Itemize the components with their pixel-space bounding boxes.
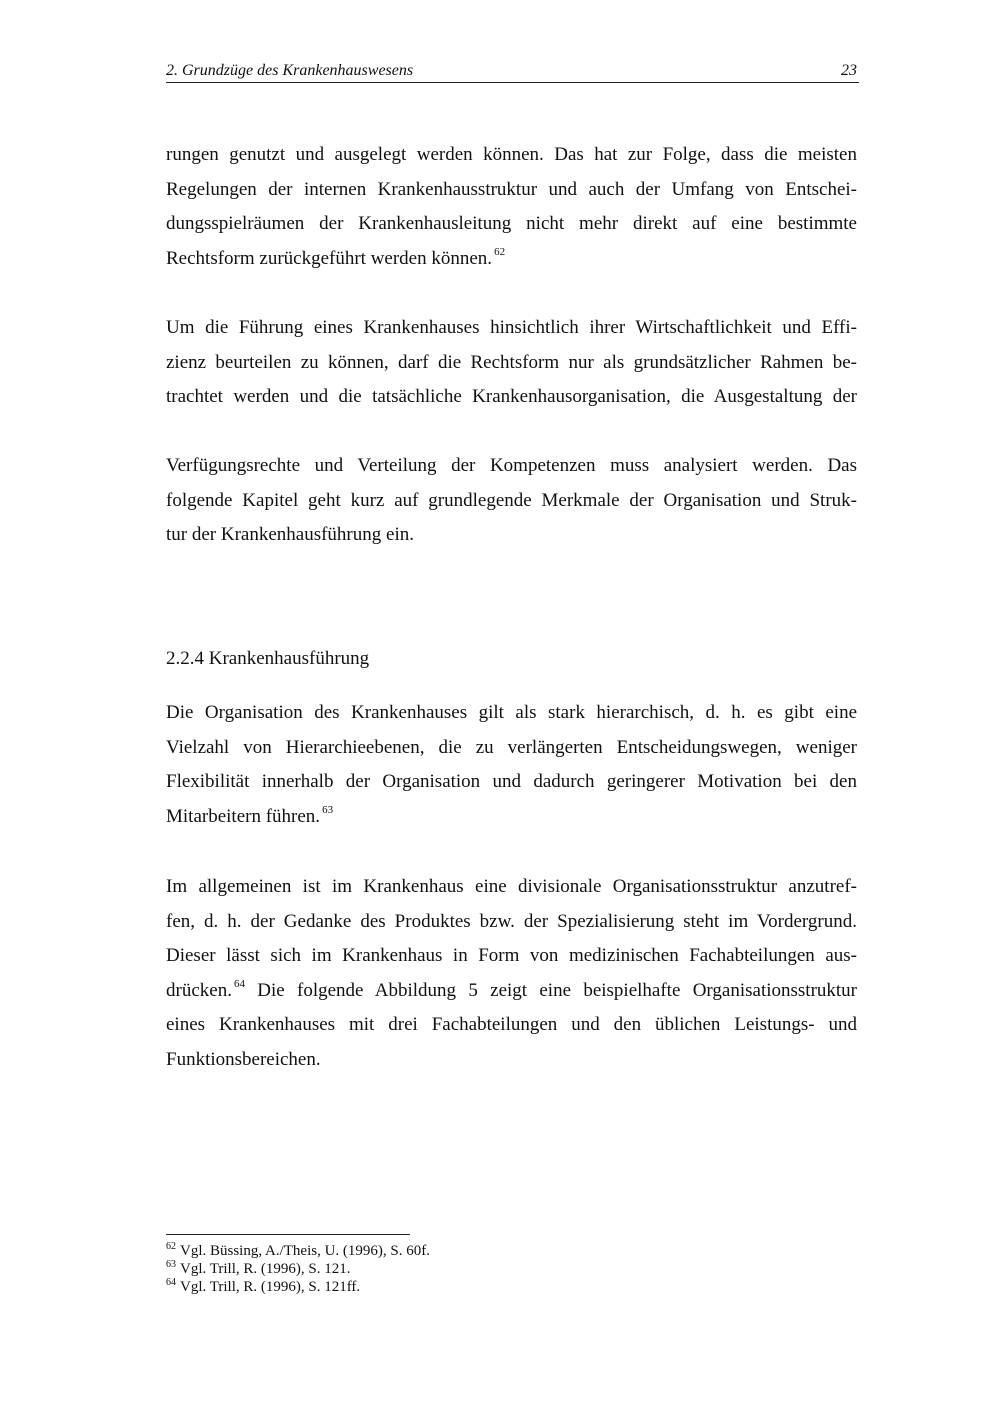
footnote-text: Vgl. Trill, R. (1996), S. 121.: [180, 1261, 351, 1277]
text-line: rungen genutzt und ausgelegt werden können. Das hat zur Folge, dass die meisten: [166, 144, 857, 165]
text-line: Funktionsbereichen.: [166, 1048, 321, 1070]
footnote-text: Vgl. Trill, R. (1996), S. 121ff.: [180, 1279, 361, 1295]
text-line: folgende Kapitel geht kurz auf grundlegende Merkmale der Organisation und Struk-: [166, 489, 857, 511]
page-number: 23: [841, 62, 857, 79]
section-heading: 2.2.4 Krankenhausführung: [166, 648, 370, 669]
text-line: Um die Führung eines Krankenhauses hinsichtlich ihrer Wirtschaftlichkeit und Effi-: [166, 317, 857, 338]
text-line: zienz beurteilen zu können, darf die Rechtsform nur als grundsätzlicher Rahmen be-: [166, 351, 857, 373]
footnote: [166, 1242, 430, 1260]
paragraph-3: [166, 449, 857, 553]
footnote: [166, 1278, 430, 1296]
text-line: tur der Krankenhausführung ein.: [166, 524, 414, 545]
footnote-ref: 62: [494, 245, 506, 258]
text-line: Regelungen der internen Krankenhausstruktur und auch der Umfang von Entschei-: [166, 178, 857, 200]
text-line: eines Krankenhauses mit drei Fachabteilungen und den üblichen Leistungs- und: [166, 1014, 857, 1035]
footnote-number: 64: [166, 1277, 176, 1288]
footnote-number: 62: [166, 1241, 176, 1252]
running-header: [166, 62, 859, 83]
chapter-title: 2. Grundzüge des Krankenhauswesens: [166, 62, 414, 79]
footnote-divider: [166, 1234, 410, 1235]
text-line: Verfügungsrechte und Verteilung der Kompetenzen muss analysiert werden. Das: [166, 455, 857, 476]
text-line: Dieser lässt sich im Krankenhaus in Form von medizinischen Fachabteilungen aus-: [166, 945, 857, 966]
text-fragment: Die folgende Abbildung 5 zeigt eine beispielhafte Organisationsstruktur: [257, 979, 858, 1001]
footnotes: [166, 1242, 430, 1296]
footnote-ref: 63: [322, 803, 334, 816]
text-line: dungsspielräumen der Krankenhausleitung nicht mehr direkt auf eine bestimmte: [166, 213, 857, 234]
text-line: Im allgemeinen ist im Krankenhaus eine divisionale Organisationsstruktur anzutref-: [166, 876, 857, 897]
footnote-number: 63: [166, 1259, 176, 1270]
text-line: fen, d. h. der Gedanke des Produktes bzw. der Spezialisierung steht im Vordergrund.: [166, 910, 857, 932]
paragraph-1: [166, 138, 857, 276]
footnote-text: Vgl. Büssing, A./Theis, U. (1996), S. 60f.: [180, 1243, 431, 1259]
text-line: Vielzahl von Hierarchieebenen, die zu verlängerten Entscheidungswegen, weniger: [166, 736, 857, 758]
text-fragment: Rechtsform zurückgeführt werden können.: [166, 247, 493, 269]
text-fragment: Mitarbeitern führen.: [166, 805, 321, 827]
text-fragment: drücken.: [166, 979, 232, 1001]
footnote: [166, 1260, 430, 1278]
text-line: Die Organisation des Krankenhauses gilt als stark hierarchisch, d. h. es gibt eine: [166, 702, 857, 723]
paragraph-2: [166, 311, 857, 415]
text-line: trachtet werden und die tatsächliche Krankenhausorganisation, die Ausgestaltung der: [166, 386, 857, 407]
section-paragraph-1: [166, 696, 857, 834]
text-line: [166, 242, 857, 277]
text-line: [166, 974, 857, 1009]
text-line: Flexibilität innerhalb der Organisation und dadurch geringerer Motivation bei den: [166, 771, 857, 792]
text-line: [166, 800, 857, 835]
footnote-ref: 64: [233, 977, 245, 990]
section-paragraph-2: [166, 870, 857, 1077]
